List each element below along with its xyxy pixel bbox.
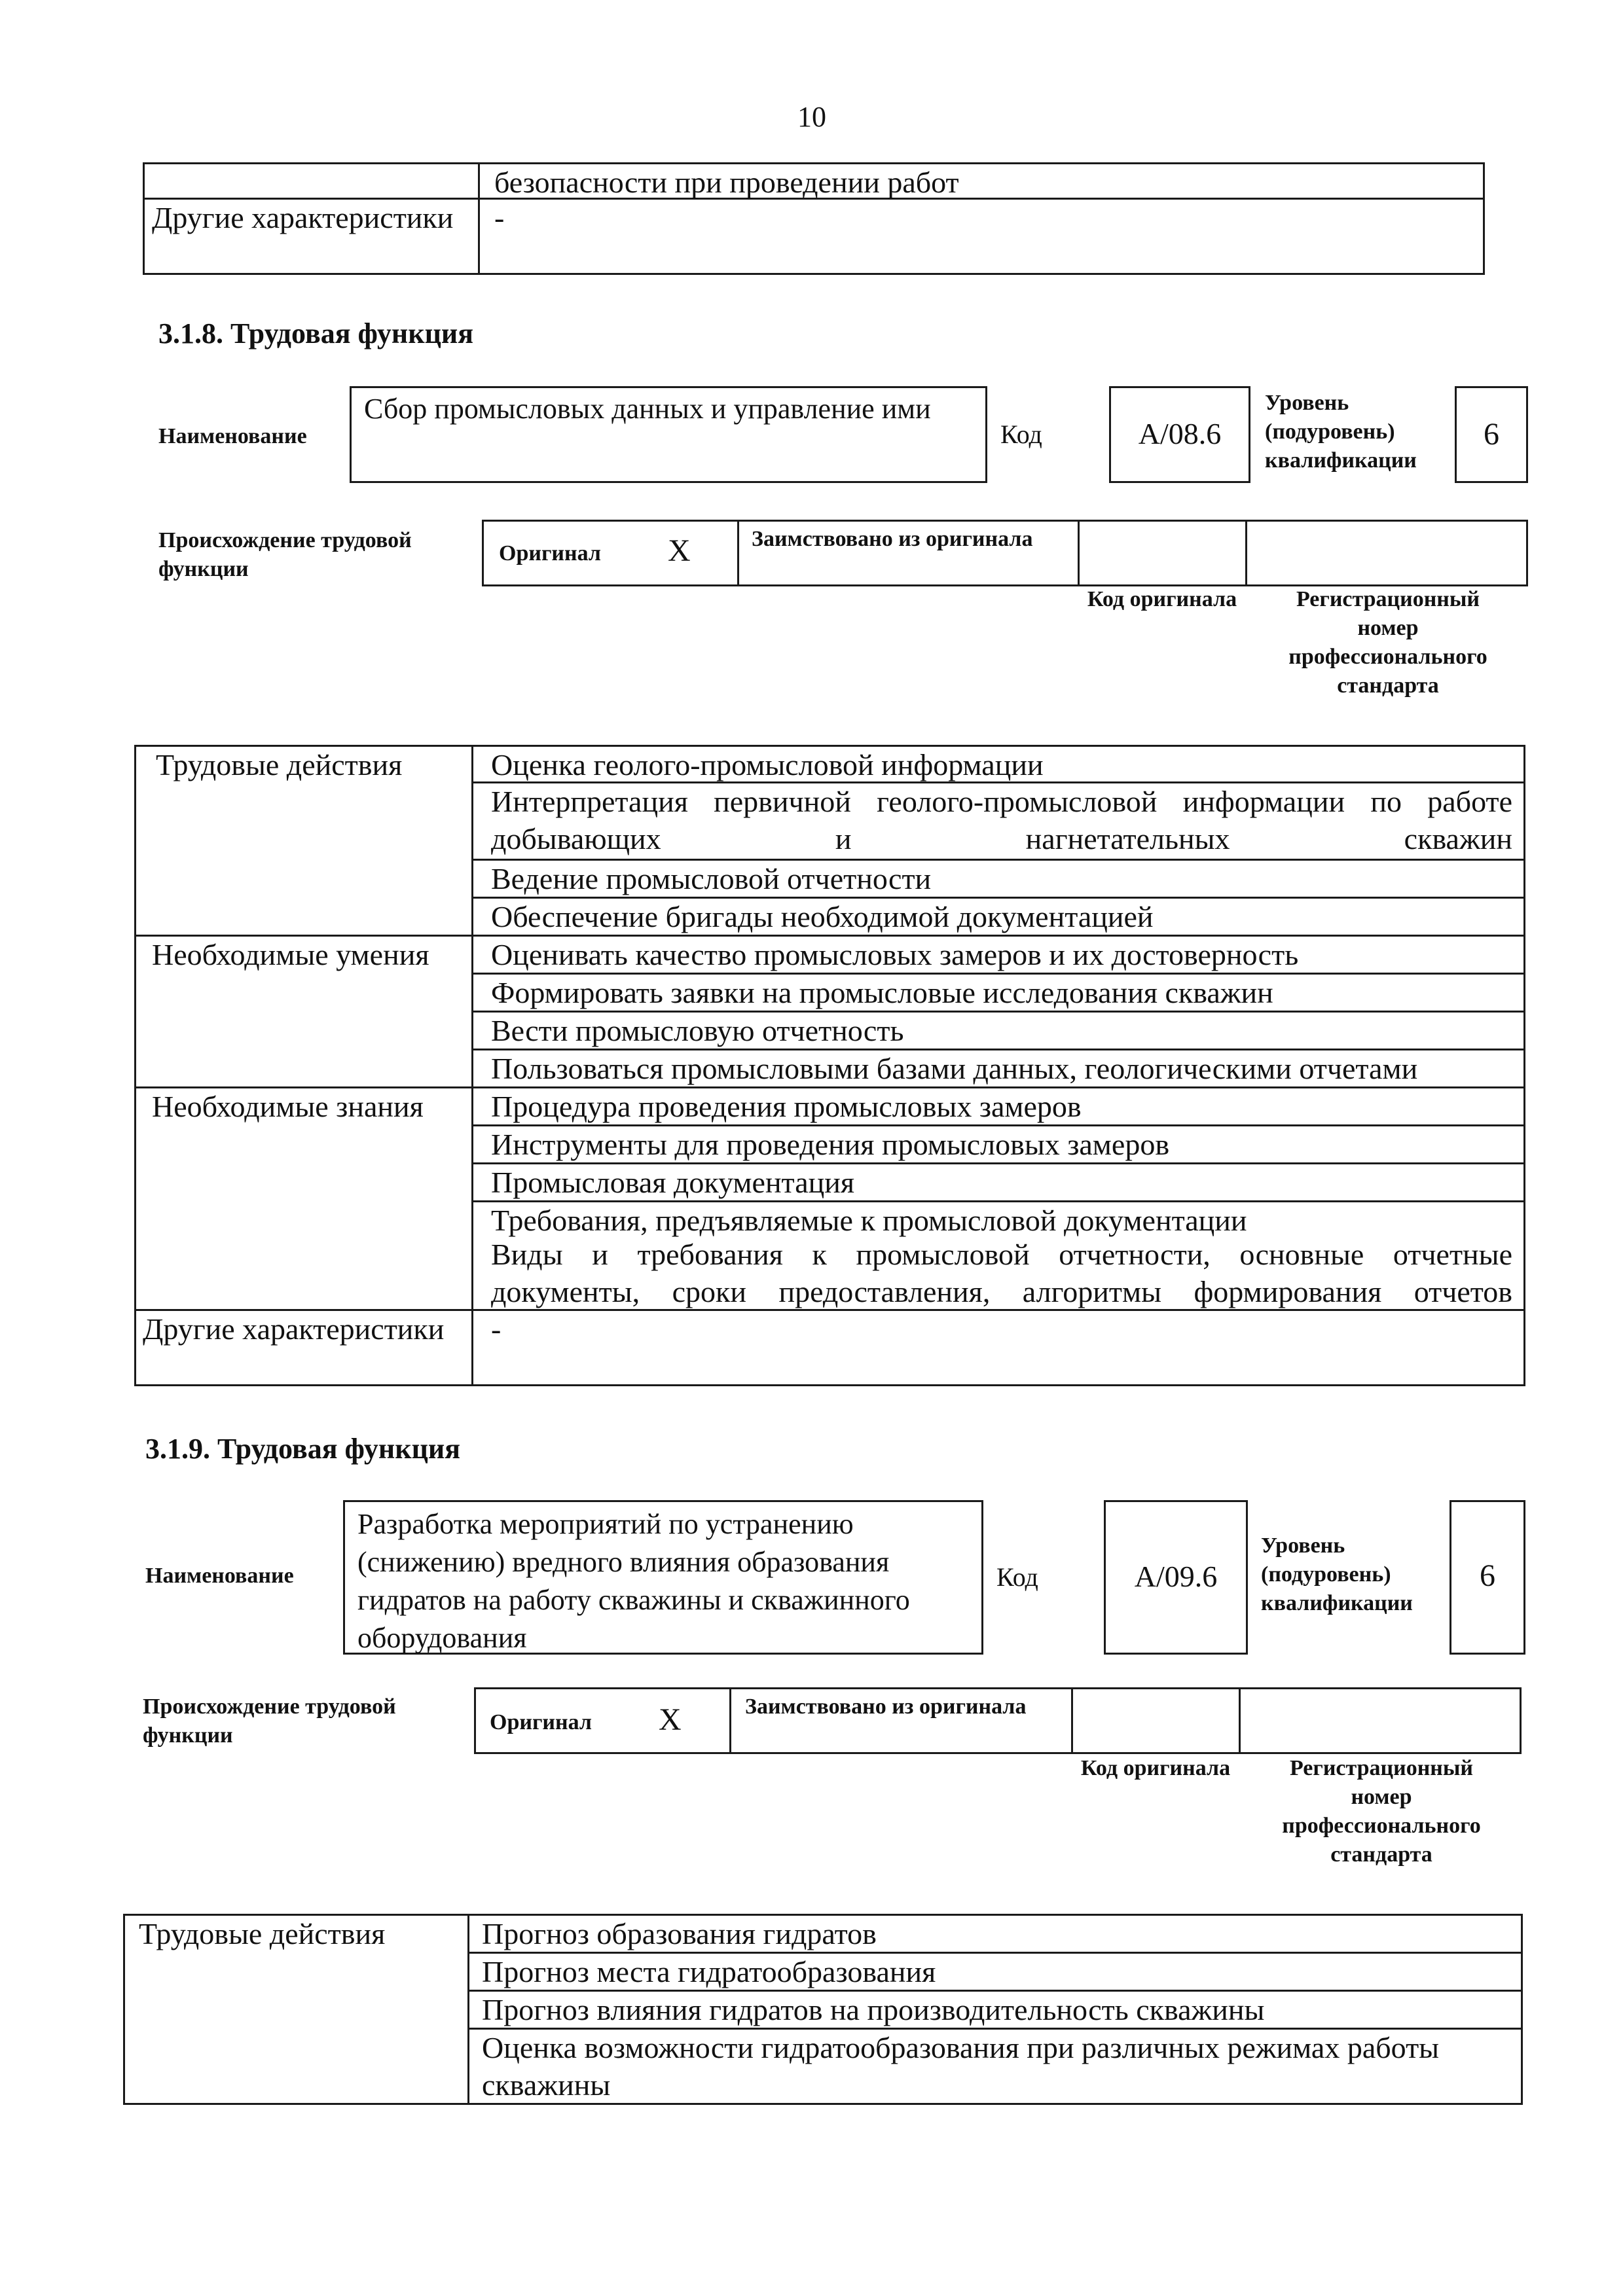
group-label-knowledge: Необходимые знания bbox=[152, 1090, 424, 1123]
borrowed-label: Заимствовано из оригинала bbox=[752, 527, 1033, 551]
top-table-other-value: - bbox=[494, 201, 505, 234]
name-label: Наименование bbox=[145, 1564, 294, 1588]
level-label: Уровень (подуровень) квалификации bbox=[1261, 1534, 1413, 1615]
table-cell: Вести промысловую отчетность bbox=[491, 1014, 904, 1047]
section-heading: 3.1.9. Трудовая функция bbox=[145, 1433, 461, 1465]
origin-label: Происхождение трудовой функции bbox=[158, 528, 412, 581]
level-value: 6 bbox=[1480, 1558, 1495, 1593]
table-cell: Оценивать качество промысловых замеров и их достоверность bbox=[491, 938, 1299, 971]
table-cell: Прогноз влияния гидратов на производительность скважины bbox=[482, 1993, 1265, 2026]
table-cell: Оценка возможности гидратообразования при различных режимах работы скважины bbox=[482, 2031, 1440, 2102]
table-cell: Оценка геолого-промысловой информации bbox=[491, 748, 1044, 781]
page-number: 10 bbox=[797, 101, 826, 133]
group-label-skills: Необходимые умения bbox=[152, 938, 429, 971]
name-value: Сбор промысловых данных и управление ими bbox=[364, 393, 931, 425]
code-label: Код bbox=[996, 1562, 1038, 1592]
reg-number-caption: Регистрационный номер профессионального стандарта bbox=[1288, 587, 1487, 698]
code-value: A/08.6 bbox=[1138, 417, 1222, 450]
original-mark: X bbox=[659, 1702, 682, 1737]
table-cell: Промысловая документация bbox=[491, 1166, 855, 1199]
reg-number-caption: Регистрационный номер профессионального стандарта bbox=[1282, 1756, 1481, 1867]
level-value: 6 bbox=[1484, 417, 1499, 452]
top-table-col-divider bbox=[478, 162, 480, 275]
original-label: Оригинал bbox=[499, 541, 601, 565]
top-table-continuation: безопасности при проведении работ bbox=[494, 166, 959, 199]
table-cell: - bbox=[491, 1312, 501, 1346]
table-cell: Формировать заявки на промысловые исследования скважин bbox=[491, 976, 1273, 1009]
level-label: Уровень (подуровень) квалификации bbox=[1265, 391, 1417, 473]
table-cell: Ведение промысловой отчетности bbox=[491, 862, 932, 895]
table-cell: Инструменты для проведения промысловых замеров bbox=[491, 1128, 1170, 1161]
group-label-actions: Трудовые действия bbox=[139, 1917, 386, 1950]
table-cell: Интерпретация первичной геолого-промысловой информации по работе добывающих и нагнетательных скважин bbox=[491, 785, 1512, 855]
table-cell: Виды и требования к промысловой отчетности, основные отчетные документы, сроки предоставления, алгоритмы формирования отчетов bbox=[491, 1238, 1512, 1308]
code-label: Код bbox=[1000, 420, 1042, 449]
original-mark: X bbox=[668, 533, 691, 568]
table-cell: Прогноз места гидратообразования bbox=[482, 1955, 936, 1988]
origin-label: Происхождение трудовой функции bbox=[143, 1695, 396, 1748]
name-label: Наименование bbox=[158, 424, 307, 448]
table-cell: Процедура проведения промысловых замеров bbox=[491, 1090, 1082, 1123]
original-label: Оригинал bbox=[490, 1710, 592, 1734]
code-value: A/09.6 bbox=[1134, 1560, 1218, 1593]
table-cell: Обеспечение бригады необходимой документацией bbox=[491, 900, 1154, 933]
section-heading: 3.1.8. Трудовая функция bbox=[158, 317, 474, 350]
table-cell: Требования, предъявляемые к промысловой документации bbox=[491, 1204, 1247, 1237]
top-table-other-label: Другие характеристики bbox=[152, 201, 454, 234]
name-value: Разработка мероприятий по устранению (снижению) вредного влияния образования гидратов на работу скважины и скважинного оборудования bbox=[357, 1508, 910, 1654]
code-original-caption: Код оригинала bbox=[1080, 1756, 1231, 1780]
borrowed-label: Заимствовано из оригинала bbox=[745, 1695, 1027, 1719]
code-original-caption: Код оригинала bbox=[1087, 587, 1237, 611]
table-cell: Пользоваться промысловыми базами данных, геологическими отчетами bbox=[491, 1052, 1418, 1085]
table-cell: Прогноз образования гидратов bbox=[482, 1917, 877, 1950]
group-label-other: Другие характеристики bbox=[143, 1312, 445, 1346]
group-label-actions: Трудовые действия bbox=[156, 748, 403, 781]
